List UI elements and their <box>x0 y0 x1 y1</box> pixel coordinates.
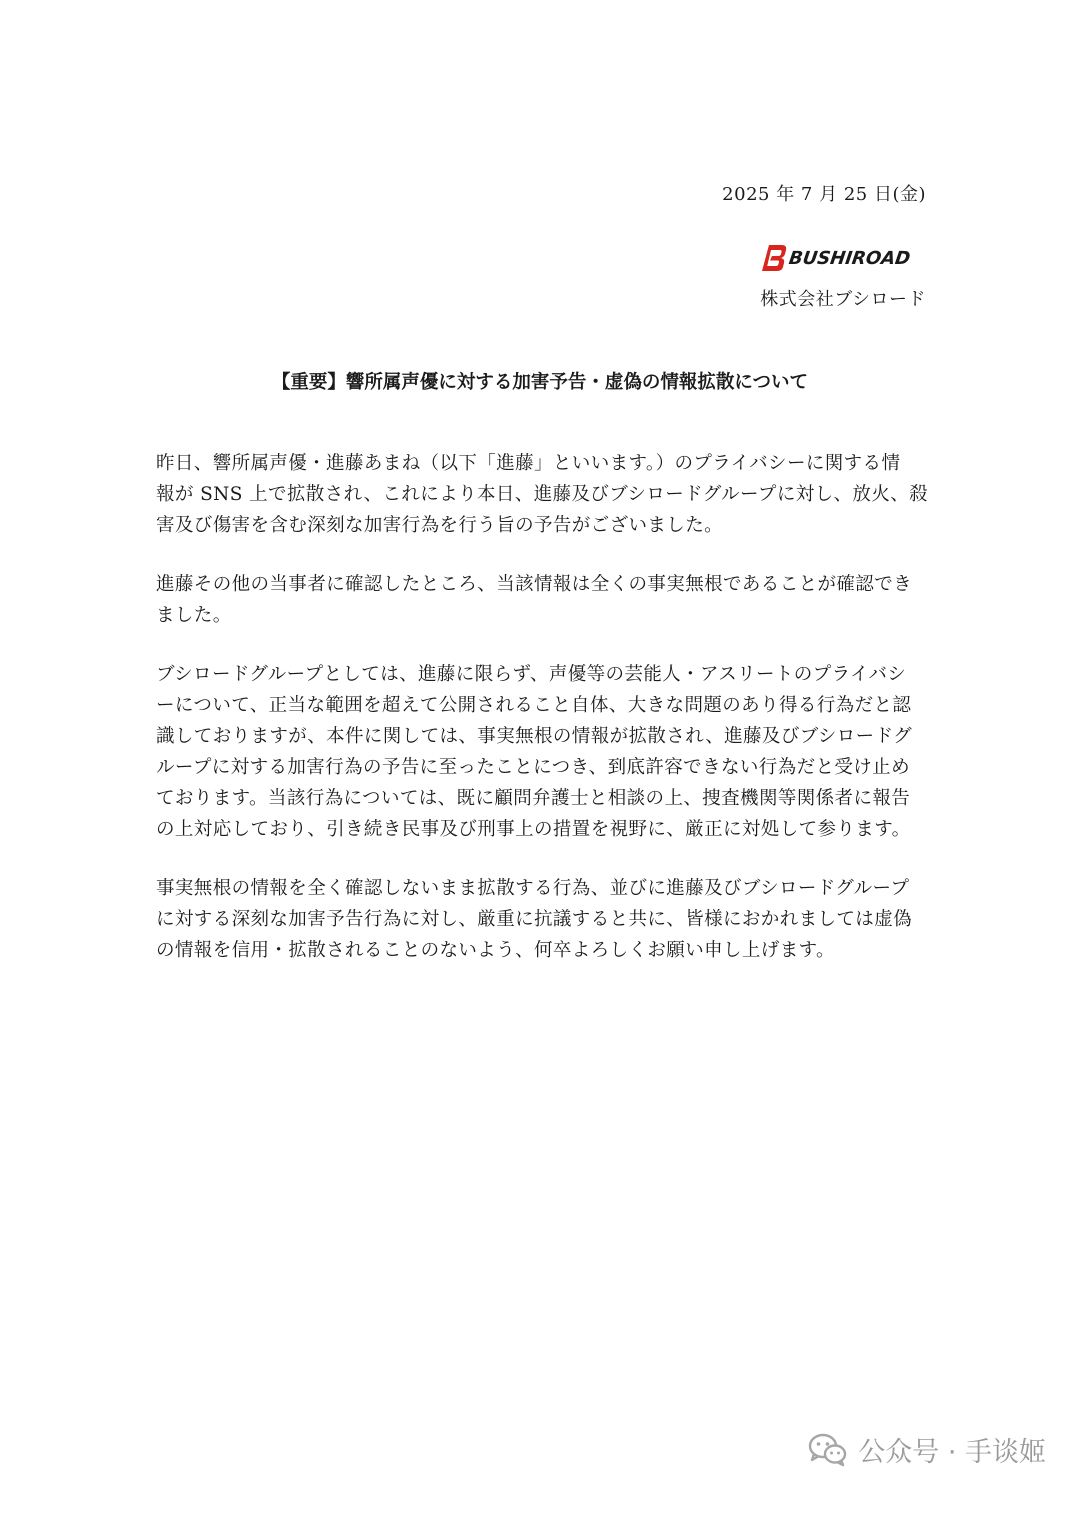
paragraph-line: ブシロードグループとしては、進藤に限らず、声優等の芸能人・アスリートのプライバシ <box>156 664 907 685</box>
paragraph-4 <box>156 873 926 966</box>
paragraph-line: ループに対する加害行為の予告に至ったことにつき、到底許容できない行為だと受け止め <box>156 757 910 778</box>
bushiroad-mark-icon <box>762 244 788 272</box>
document-title: 【重要】響所属声優に対する加害予告・虚偽の情報拡散について <box>271 372 809 393</box>
paragraph-line: 報が SNS 上で拡散され、これにより本日、進藤及びブシロードグループに対し、放火、殺 <box>156 484 929 505</box>
paragraph-line: の上対応しており、引き続き民事及び刑事上の措置を視野に、厳正に対処して参ります。 <box>156 819 911 840</box>
document-date: 2025 年 7 月 25 日(金) <box>722 184 926 205</box>
paragraph-line: 識しておりますが、本件に関しては、事実無根の情報が拡散され、進藤及びブシロードグ <box>156 726 913 747</box>
paragraph-line: 害及び傷害を含む深刻な加害行為を行う旨の予告がございました。 <box>156 515 724 536</box>
paragraph-line: 事実無根の情報を全く確認しないまま拡散する行為、並びに進藤及びブシロードグループ <box>156 878 910 899</box>
bushiroad-logo <box>762 244 910 272</box>
paragraph-line: ております。当該行為については、既に顧問弁護士と相談の上、捜査機関等関係者に報告 <box>156 788 911 809</box>
paragraph-line: ました。 <box>156 605 232 626</box>
watermark <box>808 1430 1046 1469</box>
paragraph-3 <box>156 659 926 845</box>
company-name: 株式会社ブシロード <box>760 289 926 310</box>
paragraph-2 <box>156 569 926 631</box>
paragraph-line: ーについて、正当な範囲を超えて公開されること自体、大きな問題のあり得る行為だと認 <box>156 695 912 716</box>
bushiroad-logo-text: BUSHIROAD <box>787 247 912 269</box>
document-body <box>156 448 929 994</box>
paragraph-line: の情報を信用・拡散されることのないよう、何卒よろしくお願い申し上げます。 <box>156 940 835 961</box>
paragraph-1 <box>156 448 929 541</box>
paragraph-line: に対する深刻な加害予告行為に対し、厳重に抗議すると共に、皆様におかれましては虚偽 <box>156 909 913 930</box>
wechat-icon <box>808 1433 848 1467</box>
paragraph-line: 昨日、響所属声優・進藤あまね（以下「進藤」といいます。）のプライバシーに関する情 <box>156 453 901 474</box>
watermark-text: 公众号 · 手谈姬 <box>858 1437 1046 1468</box>
paragraph-line: 進藤その他の当事者に確認したところ、当該情報は全くの事実無根であることが確認でき <box>156 574 913 595</box>
